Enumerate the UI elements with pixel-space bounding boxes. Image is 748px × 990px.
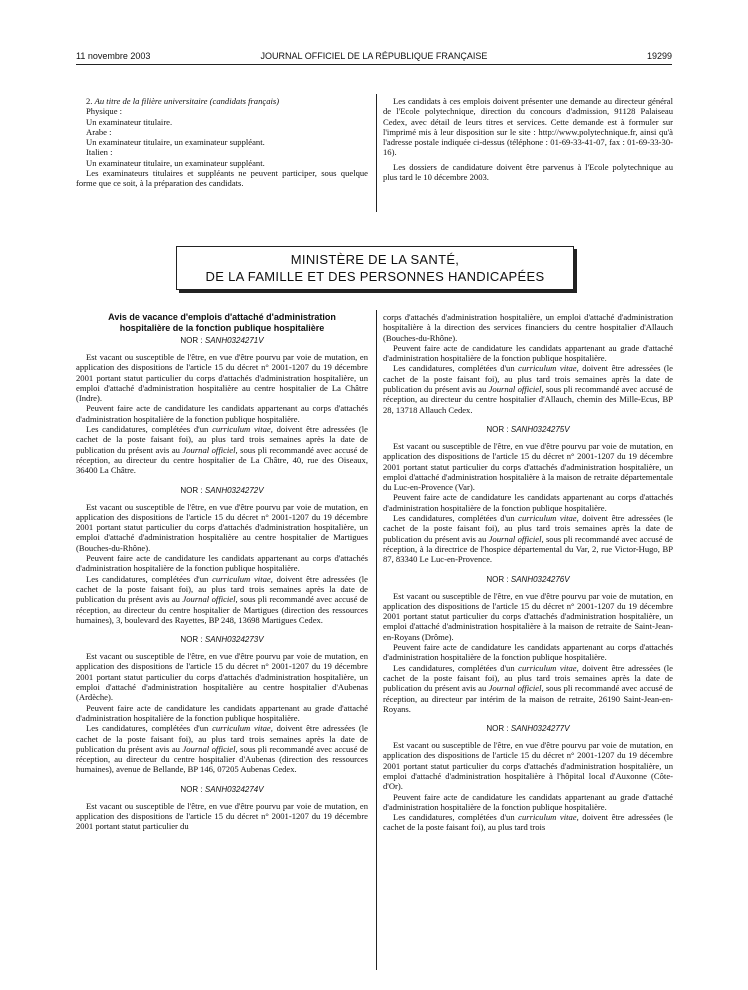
list-item: Physique : [86,106,123,117]
notice-paragraph: Peuvent faire acte de candidature les candidats appartenant au corps d'attachés d'administration hospitalière de la fonction publique hospitalière. [383,642,673,663]
top-right-column [383,96,673,182]
notice-paragraph: Est vacant ou susceptible de l'être, en vue d'être pourvu par voie de mutation, en application des dispositions de l'article 15 du décret n° 2001-1207 du 19 décembre 2001 portant statut particulier du corps d'attachés d'administration hospitalière, un emploi d'attaché d'administration hospitalière au centre hospitalier d'Aubenas (Ardèche). [76,651,368,703]
notice-paragraph: Les candidatures, complétées d'un curriculum vitae, doivent être adressées (le cachet de la poste faisant foi), au plus tard trois semaines après la date de publication du présent avis au Journal officiel, sous pli recommandé avec accusé de réception, au directeur du centre hospitalier de Martigues (direction des ressources humaines), 3, boulevard des Rayettes, BP 248, 13698 Martigues Cedex. [76,573,369,625]
notice-paragraph: Peuvent faire acte de candidature les candidats appartenant au grade d'attaché d'administration hospitalière de la fonction publique hospitalière. [76,702,368,723]
notice-paragraph: Est vacant ou susceptible de l'être, en vue d'être pourvu par voie de mutation, en application des dispositions de l'article 15 du décret n° 2001-1207 du 19 décembre 2001 portant statut particulier du corps d'attachés d'administration hospitalière, un emploi d'attaché d'administration hospitalière au centre hospitalier de La Châtre (Indre). [76,352,369,404]
list-item: Un examinateur titulaire. [86,116,173,127]
notice-paragraph: Les candidatures, complétées d'un curriculum vitae, doivent être adressées (le cachet de la poste faisant foi), au plus tard trois semaines après la date de publication du présent avis au Journal officiel, sous pli recommandé avec accusé de réception, à la directrice de l'hospice départemental du Var, 2, rue Victor-Hugo, BP 87, 83340 Le Luc-en-Provence. [383,513,673,565]
notice-paragraph: Est vacant ou susceptible de l'être, en vue d'être pourvu par voie de mutation, en application des dispositions de l'article 15 du décret n° 2001-1207 du 19 décembre 2001 portant statut particulier du corps d'attachés d'administration hospitalière, un emploi d'attaché d'administration hospitalière à la maison de retraite départementale du Luc-en-Provence (Var). [383,440,674,493]
notice-paragraph: corps d'attachés d'administration hospitalière, un emploi d'attaché d'administration hospitalière à la direction des services financiers du centre hospitalier d'Allauch (Bouches-du-Rhône). [383,312,673,343]
page-number: 19299 [646,51,672,61]
notice-paragraph: Les candidatures, complétées d'un curriculum vitae, doivent être adressées (le cachet de la poste faisant foi), au plus tard trois semaines après la date de publication du présent avis au Journal officiel, sous pli recommandé avec accusé de réception, au directeur par intérim de la maison de retraite, 26190 Saint-Jean-en-Royans. [383,662,673,714]
column-divider [376,310,377,970]
nor-reference: NOR : SANH0324271V [180,336,264,345]
paragraph: Les dossiers de candidature doivent être parvenus à l'Ecole polytechnique au plus tard le 10 décembre 2003. [383,161,673,183]
header-rule [76,64,672,65]
ministry-heading-box [176,246,574,290]
notice-paragraph: Peuvent faire acte de candidature les candidats appartenant au corps d'attachés d'administration hospitalière de la fonction publique hospitalière. [383,492,673,513]
nor-reference: NOR : SANH0324277V [486,724,570,734]
list-item: Italien : [86,147,113,158]
notice-paragraph: Peuvent faire acte de candidature les candidats appartenant au grade d'attaché d'administration hospitalière de la fonction publique hospitalière. [383,342,673,364]
page-header [76,51,672,65]
top-left-column [76,96,368,189]
notice-paragraph: Est vacant ou susceptible de l'être, en vue d'être pourvu par voie de mutation, en application des dispositions de l'article 15 du décret n° 2001-1207 du 19 décembre 2001 portant statut particulier du corps d'attachés d'administration hospitalière, un emploi d'attaché d'administration hospitalière à la maison de retraite de Saint-Jean-en-Royans (Drôme). [383,590,673,642]
column-divider [376,94,377,212]
body-right-column [383,312,673,833]
nor-reference: NOR : SANH0324275V [486,424,570,434]
notice-paragraph: Est vacant ou susceptible de l'être, en vue d'être pourvu par voie de mutation, en application des dispositions de l'article 15 du décret n° 2001-1207 du 19 décembre 2001 portant statut particulier du corps d'attachés d'administration hospitalière, un emploi d'attaché d'administration hospitalière à l'hôpital local d'Auxonne (Côte-d'Or). [383,740,673,792]
section-heading: 2. Au titre de la filière universitaire (candidats français) [86,96,280,106]
list-item: Arabe : [86,126,112,137]
notice-paragraph: Peuvent faire acte de candidature les candidats appartenant au corps d'attachés d'administration hospitalière de la fonction publique hospitalière. [76,403,368,424]
notice-paragraph: Les candidatures, complétées d'un curriculum vitae, doivent être adressées (le cachet de la poste faisant foi), au plus tard trois [383,812,673,833]
closing-paragraph: Les examinateurs titulaires et suppléants ne peuvent participer, sous quelque forme que ce soit, à la préparation des candidats. [76,168,368,189]
body-left-column [76,312,368,832]
paragraph: Les candidats à ces emplois doivent présenter une demande au directeur général de l'Ecole polytechnique, direction du concours d'admission, 91128 Palaiseau Cedex, avec détail de leurs titres et services. Cette demande est à formuler sur l'imprimé mis à leur disposition sur le site : http://www.polytechnique.fr, ainsi qu'à l'adresse postale indiquée ci-dessus (téléphone : 01-69-33-41-07, fax : 01-69-33-30-16). [383,96,673,158]
ministry-line-2: DE LA FAMILLE ET DES PERSONNES HANDICAPÉES [205,269,545,284]
nor-reference: NOR : SANH0324273V [180,635,264,645]
journal-title: JOURNAL OFFICIEL DE LA RÉPUBLIQUE FRANÇAISE [260,51,488,61]
issue-date: 11 novembre 2003 [76,51,151,61]
nor-reference: NOR : SANH0324272V [180,485,264,495]
avis-title: Avis de vacance d'emplois d'attaché d'administration hospitalière de la fonction publique hospitalière [108,312,336,333]
notice-paragraph: Est vacant ou susceptible de l'être, en vue d'être pourvu par voie de mutation, en application des dispositions de l'article 15 du décret n° 2001-1207 du 19 décembre 2001 portant statut particulier du corps d'attachés d'administration hospitalière, un emploi d'attaché d'administration hospitalière au centre hospitalier de Martigues (Bouches-du-Rhône). [76,501,368,553]
notice-paragraph: Peuvent faire acte de candidature les candidats appartenant au corps d'attachés d'administration hospitalière de la fonction publique hospitalière. [76,553,368,574]
notice-paragraph: Les candidatures, complétées d'un curriculum vitae, doivent être adressées (le cachet de la poste faisant foi), au plus tard trois semaines après la date de publication du présent avis au Journal officiel, sous pli recommandé avec accusé de réception, au directeur du centre hospitalier d'Aubenas (direction des ressources humaines), avenue de Bellande, BP 146, 07205 Aubenas Cedex. [76,723,368,775]
nor-reference: NOR : SANH0324274V [180,784,264,794]
ministry-line-1: MINISTÈRE DE LA SANTÉ, [290,252,460,267]
notice-paragraph: Est vacant ou susceptible de l'être, en vue d'être pourvu par voie de mutation, en application des dispositions de l'article 15 du décret n° 2001-1207 du 19 décembre 2001 portant statut particulier du [76,800,368,832]
list-item: Un examinateur titulaire, un examinateur suppléant. [86,157,265,168]
list-item: Un examinateur titulaire, un examinateur suppléant. [86,137,265,148]
notice-paragraph: Les candidatures, complétées d'un curriculum vitae, doivent être adressées (le cachet de la poste faisant foi), au plus tard trois semaines après la date de publication du présent avis au Journal officiel, sous pli recommandé avec accusé de réception, au directeur du centre hospitalier d'Allauch, chemin des Mille-Ecus, BP 28, 13718 Allauch Cedex. [383,363,673,415]
notice-paragraph: Les candidatures, complétées d'un curriculum vitae, doivent être adressées (le cachet de la poste faisant foi), au plus tard trois semaines après la date de publication du présent avis au Journal officiel, sous pli recommandé avec accusé de réception, au directeur du centre hospitalier de La Châtre, 40, rue des Oiseaux, 36400 La Châtre. [76,424,368,476]
nor-reference: NOR : SANH0324276V [486,574,570,584]
notice-paragraph: Peuvent faire acte de candidature les candidats appartenant au grade d'attaché d'administration hospitalière de la fonction publique hospitalière. [383,791,673,812]
